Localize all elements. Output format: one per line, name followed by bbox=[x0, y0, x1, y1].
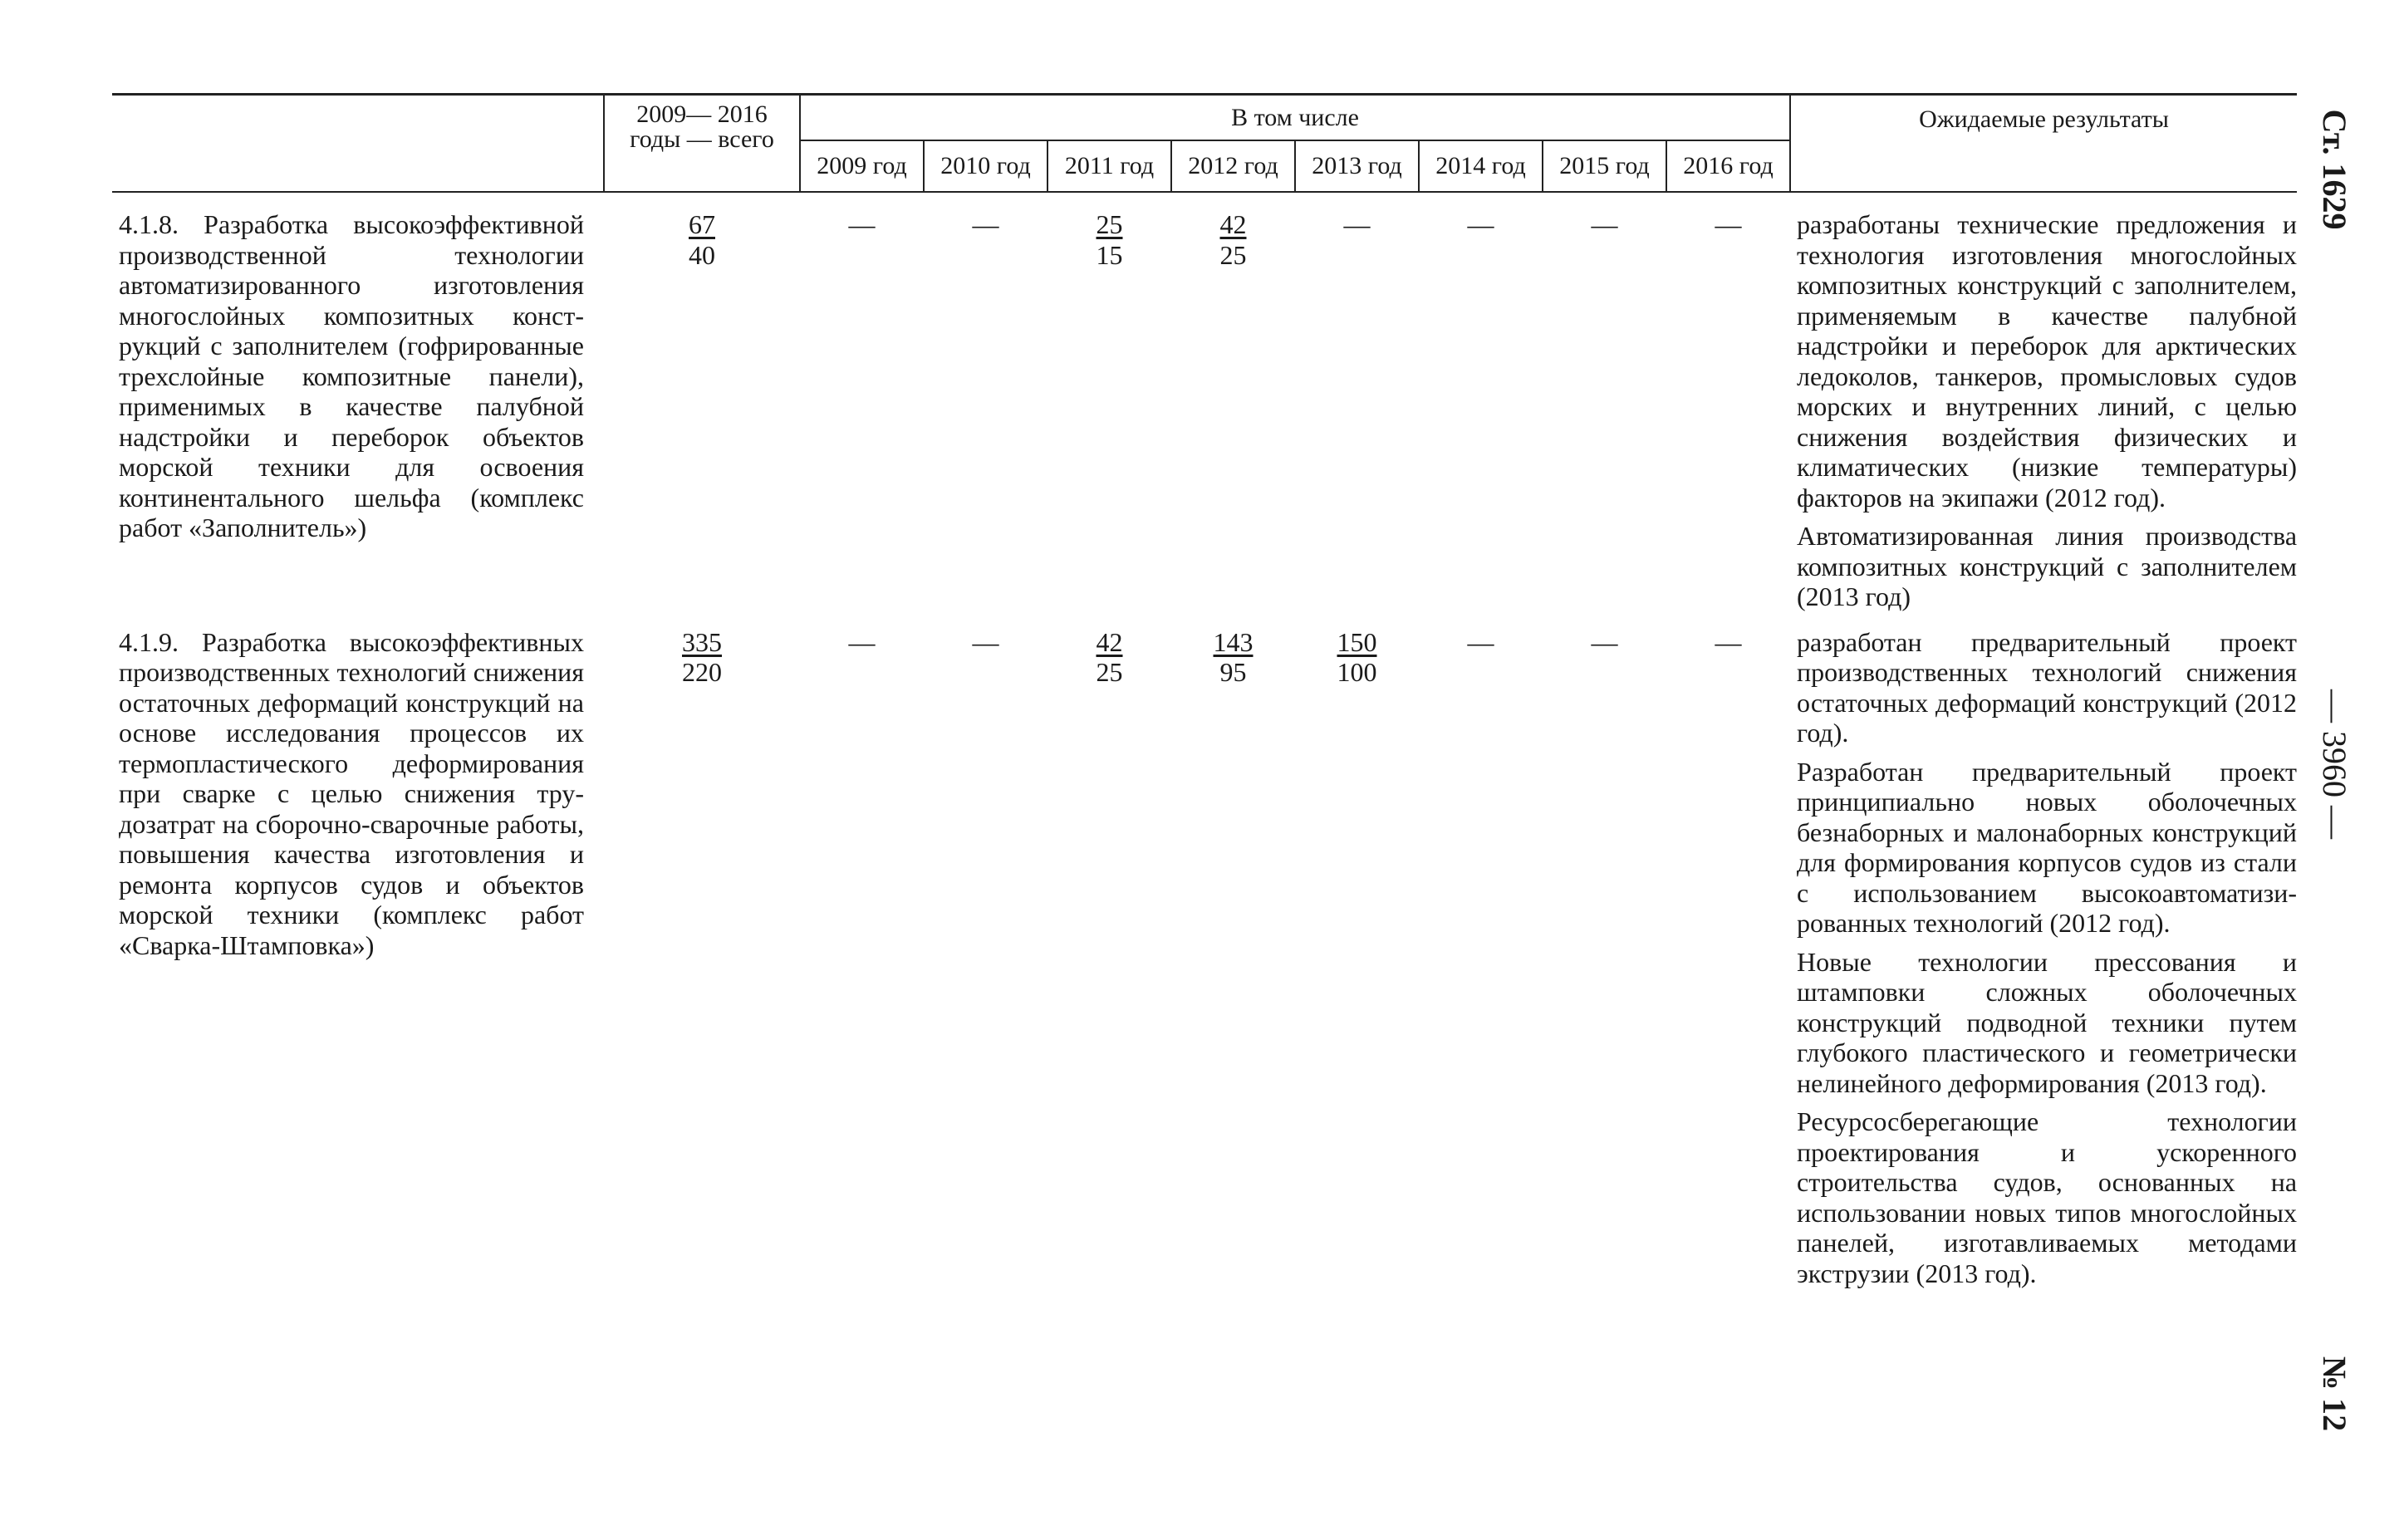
header-total-label: 2009— 2016 годы — всего bbox=[630, 101, 774, 153]
table-row bbox=[112, 620, 2297, 1297]
year-value-top: — bbox=[1467, 209, 1494, 239]
year-value-bottom: 25 bbox=[1096, 657, 1123, 687]
header-results: Ожидаемые результаты bbox=[1790, 95, 2297, 193]
row-description: 4.1.9. Разработка высокоэффективных производственных технологий снижения остаточных деформаций конструкций на основе исследования процессов их термопластического деформирования при сварке с целью снижения трудозатрат на сборочно-сварочные работы, повышения качества изготовления и ремонта корпусов судов и объектов морской техники (комплекс работ «Сварка-Штамповка») bbox=[119, 626, 584, 960]
year-value-top: — bbox=[972, 209, 999, 239]
row-total bbox=[604, 620, 800, 1297]
row-total bbox=[604, 192, 800, 620]
table-row bbox=[112, 192, 2297, 620]
year-cell bbox=[924, 192, 1047, 620]
header-total bbox=[604, 95, 800, 193]
year-cell bbox=[1666, 620, 1790, 1297]
header-year: 2013 год bbox=[1295, 140, 1419, 192]
year-value-top: — bbox=[1715, 209, 1742, 239]
margin-article-header: Ст. 1629 bbox=[2316, 109, 2353, 230]
year-value-top: 42 bbox=[1096, 626, 1123, 657]
result-paragraph: Разработан предварительный проект принципиально новых оболочечных безнаборных и малонаборных конструкций для формирования корпусов судов из стали с использованием высокоавтоматизированных технологий (2012 год). bbox=[1797, 756, 2298, 938]
year-value-top: — bbox=[1591, 626, 1618, 657]
total-value-bottom: 220 bbox=[682, 657, 722, 687]
result-paragraph: разработаны технические предложения и технология изготовления многослойных композитных конструкций с заполнителем, применяемым в качестве палубной надстройки и переборок для арктических ледоколов, танкеров, промысловых судов морских и внутренних линий, с целью снижения воздействия физических и климатических (низкие температуры) факторов на экипажи (2012 год). bbox=[1797, 209, 2298, 513]
header-year: 2015 год bbox=[1543, 140, 1666, 192]
year-cell bbox=[1047, 620, 1171, 1297]
header-year: 2009 год bbox=[800, 140, 924, 192]
result-paragraph: Автоматизированная линия производства композитных конструкций с заполнителем (2013 год) bbox=[1797, 521, 2298, 611]
header-year: 2016 год bbox=[1666, 140, 1790, 192]
year-value-top: — bbox=[1715, 626, 1742, 657]
year-value-bottom: 100 bbox=[1337, 657, 1377, 687]
year-value-top: — bbox=[848, 209, 876, 239]
year-cell bbox=[1419, 620, 1543, 1297]
year-value-top: 25 bbox=[1096, 209, 1123, 239]
total-value-top: 67 bbox=[689, 209, 715, 239]
year-cell bbox=[1171, 192, 1295, 620]
row-results bbox=[1790, 192, 2297, 620]
year-cell bbox=[1047, 192, 1171, 620]
header-year: 2012 год bbox=[1171, 140, 1295, 192]
year-cell bbox=[1666, 192, 1790, 620]
year-value-bottom: 25 bbox=[1219, 239, 1247, 270]
program-table bbox=[112, 93, 2297, 1297]
result-paragraph: разработан предварительный проект производственных технологий снижения остаточных деформаций конструкций (2012 год). bbox=[1797, 626, 2298, 748]
year-cell bbox=[1171, 620, 1295, 1297]
year-cell bbox=[1295, 620, 1419, 1297]
result-paragraph: Ресурсосберегающие технологии проектирования и ускоренного строительства судов, основанных на использовании новых типов многослойных панелей, изготавливаемых методами экструзии (2013 год). bbox=[1797, 1106, 2298, 1288]
header-year: 2014 год bbox=[1419, 140, 1543, 192]
year-cell bbox=[800, 192, 924, 620]
year-cell bbox=[1543, 620, 1666, 1297]
year-cell bbox=[1543, 192, 1666, 620]
table-header bbox=[112, 95, 2297, 193]
year-value-top: — bbox=[1467, 626, 1494, 657]
header-year: 2011 год bbox=[1047, 140, 1171, 192]
year-cell bbox=[1295, 192, 1419, 620]
row-description: 4.1.8. Разработка высокоэффективной производственной технологии автоматизированного изготовления многослойных композитных конструкций с заполнителем (гофрированные трехслойные композитные панели), применимых в качестве палубной надстройки и переборок объектов морской техники для освоения континентального шельфа (комплекс работ «Заполнитель») bbox=[119, 209, 584, 542]
header-blank-cell bbox=[112, 95, 604, 193]
margin-page-number: — 3960 — bbox=[2316, 689, 2353, 839]
year-value-bottom: 15 bbox=[1096, 239, 1123, 270]
year-value-top: — bbox=[972, 626, 999, 657]
total-value-top: 335 bbox=[682, 626, 722, 657]
year-cell bbox=[1419, 192, 1543, 620]
margin-issue-number: № 12 bbox=[2316, 1356, 2353, 1432]
year-value-top: — bbox=[1343, 209, 1371, 239]
year-value-top: 150 bbox=[1337, 626, 1377, 657]
total-value-bottom: 40 bbox=[689, 239, 715, 270]
header-year: 2010 год bbox=[924, 140, 1047, 192]
year-value-top: 42 bbox=[1219, 209, 1247, 239]
header-group: В том числе bbox=[800, 95, 1790, 141]
year-value-top: 143 bbox=[1213, 626, 1254, 657]
row-results bbox=[1790, 620, 2297, 1297]
year-cell bbox=[800, 620, 924, 1297]
year-value-bottom: 95 bbox=[1219, 657, 1247, 687]
year-value-top: — bbox=[1591, 209, 1618, 239]
result-paragraph: Новые технологии прессования и штамповки сложных оболочечных конструкций подводной техники путем глубокого пластического и геометрически нелинейного деформирования (2013 год). bbox=[1797, 946, 2298, 1098]
year-cell bbox=[924, 620, 1047, 1297]
year-value-top: — bbox=[848, 626, 876, 657]
